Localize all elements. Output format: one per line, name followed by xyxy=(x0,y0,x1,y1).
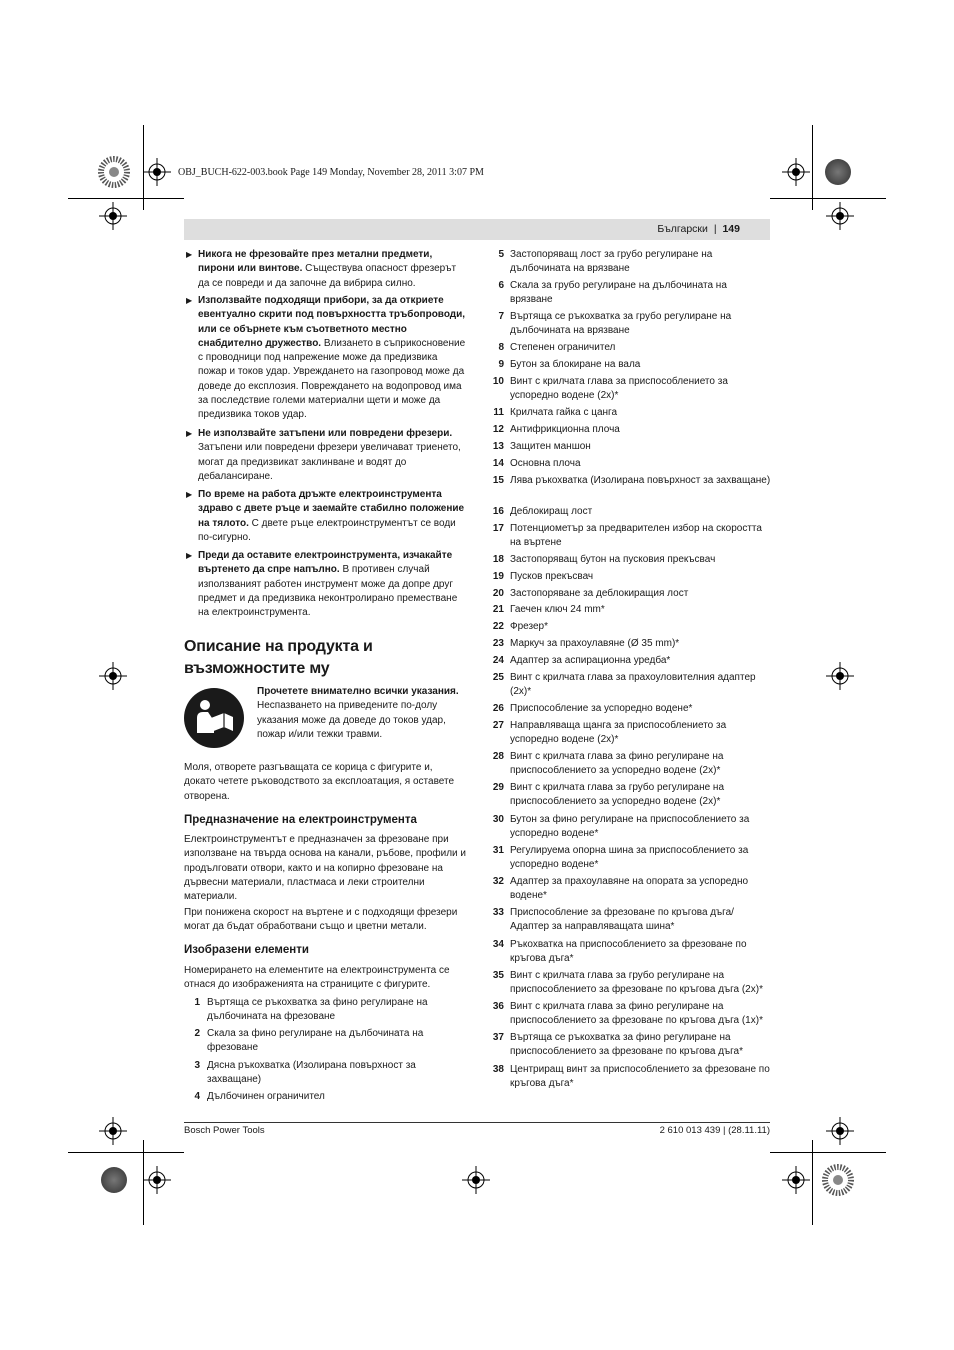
purpose-text-2: При понижена скорост на въртене и с подходящи фрезери могат да бъдат обработвани също и цветни метали. xyxy=(184,907,458,933)
bullet-arrow-icon: ▶ xyxy=(186,296,193,305)
read-manual-icon xyxy=(184,688,244,748)
warning-item: ▶ Не използвайте затъпени или повредени фрезери. Затъпени или повредени фрезери увеличават триенето, могат да предизвикат заклинване и водят до дебалансиране. xyxy=(186,428,461,482)
bullet-arrow-icon: ▶ xyxy=(186,250,193,259)
bullet-arrow-icon: ▶ xyxy=(186,551,193,560)
components-intro: Номерирането на елементите на електроинструмента се отнася до изображенията на страниците с фигурите. xyxy=(184,965,450,991)
page-number: 149 xyxy=(722,223,740,235)
section-title: Описание на продукта и възможностите му xyxy=(184,638,373,677)
purpose-text: Електроинструментът е предназначен за фрезоване при използване на твърда основа на канали, ръбове, профили и продълговати отвори, както и на копирно фрезоване на дървесни материали, пластмаса и леки строителни материали. xyxy=(184,834,466,903)
footer-docnum: 2 610 013 439 | (28.11.11) xyxy=(659,1125,770,1136)
running-header: Български | 149 xyxy=(657,223,740,235)
notice-text: Неспазването на приведените по-долу указания може да доведе до токов удар, пожар и/или тежки травми. xyxy=(257,700,446,740)
fold-note: Моля, отворете разгъващата се корица с фигурите и, докато четете ръководството за експлоатация, я оставете отворена. xyxy=(184,762,455,802)
warning-item: ▶ Преди да оставите електроинструмента, изчакайте въртенето да спре напълно. В противен случай използваният работен инструмент може да допре друг предмет и да предизвика неконтролирано преместване на електроинструмента. xyxy=(186,550,458,619)
print-slug: OBJ_BUCH-622-003.book Page 149 Monday, November 28, 2011 3:07 PM xyxy=(178,167,484,178)
footer-rule xyxy=(184,1122,770,1123)
bullet-arrow-icon: ▶ xyxy=(186,490,193,499)
safety-notice xyxy=(257,685,466,742)
header-language: Български xyxy=(657,223,708,235)
notice-heading: Прочетете внимателно всички указания. xyxy=(257,686,459,697)
warning-item: ▶ По време на работа дръжте електроинструмента здраво с двете ръце и заемайте стабилно положение на тялото. С двете ръце електроинструментът се води по-сигурно. xyxy=(186,489,465,543)
footer-brand: Bosch Power Tools xyxy=(184,1125,265,1136)
purpose-heading: Предназначение на електроинструмента xyxy=(184,814,417,826)
warning-item: ▶ Използвайте подходящи прибори, за да откриете евентуално скрити под повърхността тръбопроводи, или се обърнете към съответното местно снабдително дружество. Влизането в съприкосновение с проводници под напрежение може да предизвика пожар и токов удар. Увреждането на газопровод може да доведе до експлозия. Повреждането на водопровод има за последствие големи материални щети и може да предизвика токов удар. xyxy=(186,295,466,421)
warning-item: ▶ Никога не фрезовайте през метални предмети, пирони или винтове. Съществува опасност фрезерът да се повреди и да започне да вибрира силно. xyxy=(186,249,457,289)
bullet-arrow-icon: ▶ xyxy=(186,429,193,438)
components-heading: Изобразени елементи xyxy=(184,944,309,956)
